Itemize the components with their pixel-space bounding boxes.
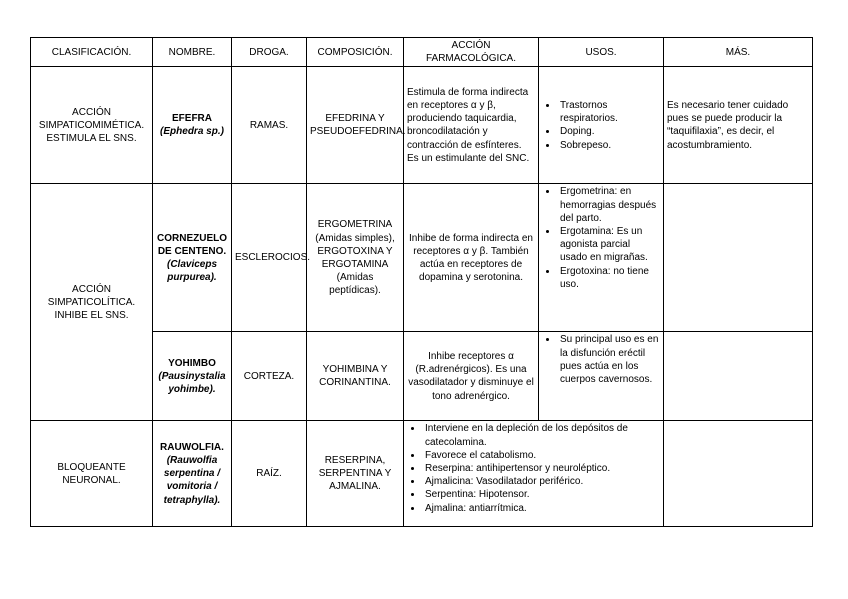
list-item: • Sobrepeso. (558, 139, 660, 152)
scientific-name: (Claviceps purpurea). (166, 258, 218, 284)
header-nombre: NOMBRE. (153, 38, 232, 67)
usos-list (542, 185, 660, 291)
list-item: • Ajmalina: antiarrítmica. (423, 502, 660, 515)
header-composicion: COMPOSICIÓN. (307, 38, 404, 67)
pharmacology-table (30, 37, 813, 527)
plant-name: EFEFRA (172, 113, 212, 125)
nombre-cell (153, 67, 232, 184)
table-row (31, 67, 813, 184)
clasificacion-cell: ACCIÓN SIMPATICOLÍTICA. INHIBE EL SNS. (31, 184, 153, 421)
header-accion: ACCIÓN FARMACOLÓGICA. (404, 38, 539, 67)
table-row (31, 184, 813, 332)
list-item: • Doping. (558, 125, 660, 138)
list-item: • Trastornos respiratorios. (558, 99, 660, 125)
table-row (31, 421, 813, 527)
composicion-cell: YOHIMBINA Y CORINANTINA. (307, 332, 404, 421)
nombre-cell (153, 184, 232, 332)
list-item: • Interviene en la depleción de los depósitos de catecolamina. (423, 422, 660, 448)
composicion-cell: ERGOMETRINA (Amidas simples), ERGOTOXINA Y ERGOTAMINA (Amidas peptídicas). (307, 184, 404, 332)
list-item: • Ergometrina: en hemorragias después del parto. (558, 185, 660, 225)
droga-cell: ESCLEROCIOS. (232, 184, 307, 332)
scientific-name: (Pausinystalia yohimbe). (158, 370, 226, 395)
header-mas: MÁS. (664, 38, 813, 67)
nombre-cell (153, 421, 232, 527)
usos-list (542, 333, 660, 386)
list-item: • Serpentina: Hipotensor. (423, 488, 660, 501)
usos-list (407, 422, 660, 514)
clasificacion-cell: BLOQUEANTE NEURONAL. (31, 421, 153, 527)
usos-cell (539, 67, 664, 184)
list-item: • Reserpina: antihipertensor y neuroléptico. (423, 462, 660, 475)
list-item: • Ergotoxina: no tiene uso. (558, 265, 660, 291)
header-droga: DROGA. (232, 38, 307, 67)
scientific-name: (Rauwolfia serpentina / vomitoria / tetraphylla). (163, 455, 221, 506)
mas-cell (664, 184, 813, 332)
mas-cell (664, 421, 813, 527)
composicion-cell: RESERPINA, SERPENTINA Y AJMALINA. (307, 421, 404, 527)
header-usos: USOS. (539, 38, 664, 67)
plant-name: CORNEZUELO DE CENTENO. (157, 232, 227, 257)
usos-cell (539, 184, 664, 332)
plant-name: YOHIMBO (168, 357, 216, 369)
composicion-cell: EFEDRINA Y PSEUDOEFEDRINA. (307, 67, 404, 184)
plant-name: RAUWOLFIA. (160, 441, 224, 453)
droga-cell: CORTEZA. (232, 332, 307, 421)
list-item: • Ergotamina: Es un agonista parcial usado en migrañas. (558, 225, 660, 265)
header-row (31, 38, 813, 67)
usos-cell (539, 332, 664, 421)
clasificacion-cell: ACCIÓN SIMPATICOMIMÉTICA. ESTIMULA EL SNS. (31, 67, 153, 184)
droga-cell: RAMAS. (232, 67, 307, 184)
scientific-name: (Ephedra sp.) (160, 126, 224, 138)
nombre-cell (153, 332, 232, 421)
list-item: • Su principal uso es en la disfunción eréctil pues actúa en los cuerpos cavernosos. (558, 333, 660, 386)
mas-cell (664, 332, 813, 421)
droga-cell: RAÍZ. (232, 421, 307, 527)
usos-list (542, 99, 660, 152)
accion-cell: Estimula de forma indirecta en receptores α y β, produciendo taquicardia, broncodilatación y contracción de esfínteres. Es un estimulante del SNC. (404, 67, 539, 184)
accion-cell: Inhibe receptores α (R.adrenérgicos). Es una vasodilatador y disminuye el tono adrenérgico. (404, 332, 539, 421)
mas-cell: Es necesario tener cuidado pues se puede producir la “taquifilaxia”, es decir, el acostumbramiento. (664, 67, 813, 184)
header-clasificacion: CLASIFICACIÓN. (31, 38, 153, 67)
list-item: • Ajmalicina: Vasodilatador periférico. (423, 475, 660, 488)
accion-usos-cell (404, 421, 664, 527)
accion-cell: Inhibe de forma indirecta en receptores α y β. También actúa en receptores de dopamina y serotonina. (404, 184, 539, 332)
list-item: • Favorece el catabolismo. (423, 449, 660, 462)
